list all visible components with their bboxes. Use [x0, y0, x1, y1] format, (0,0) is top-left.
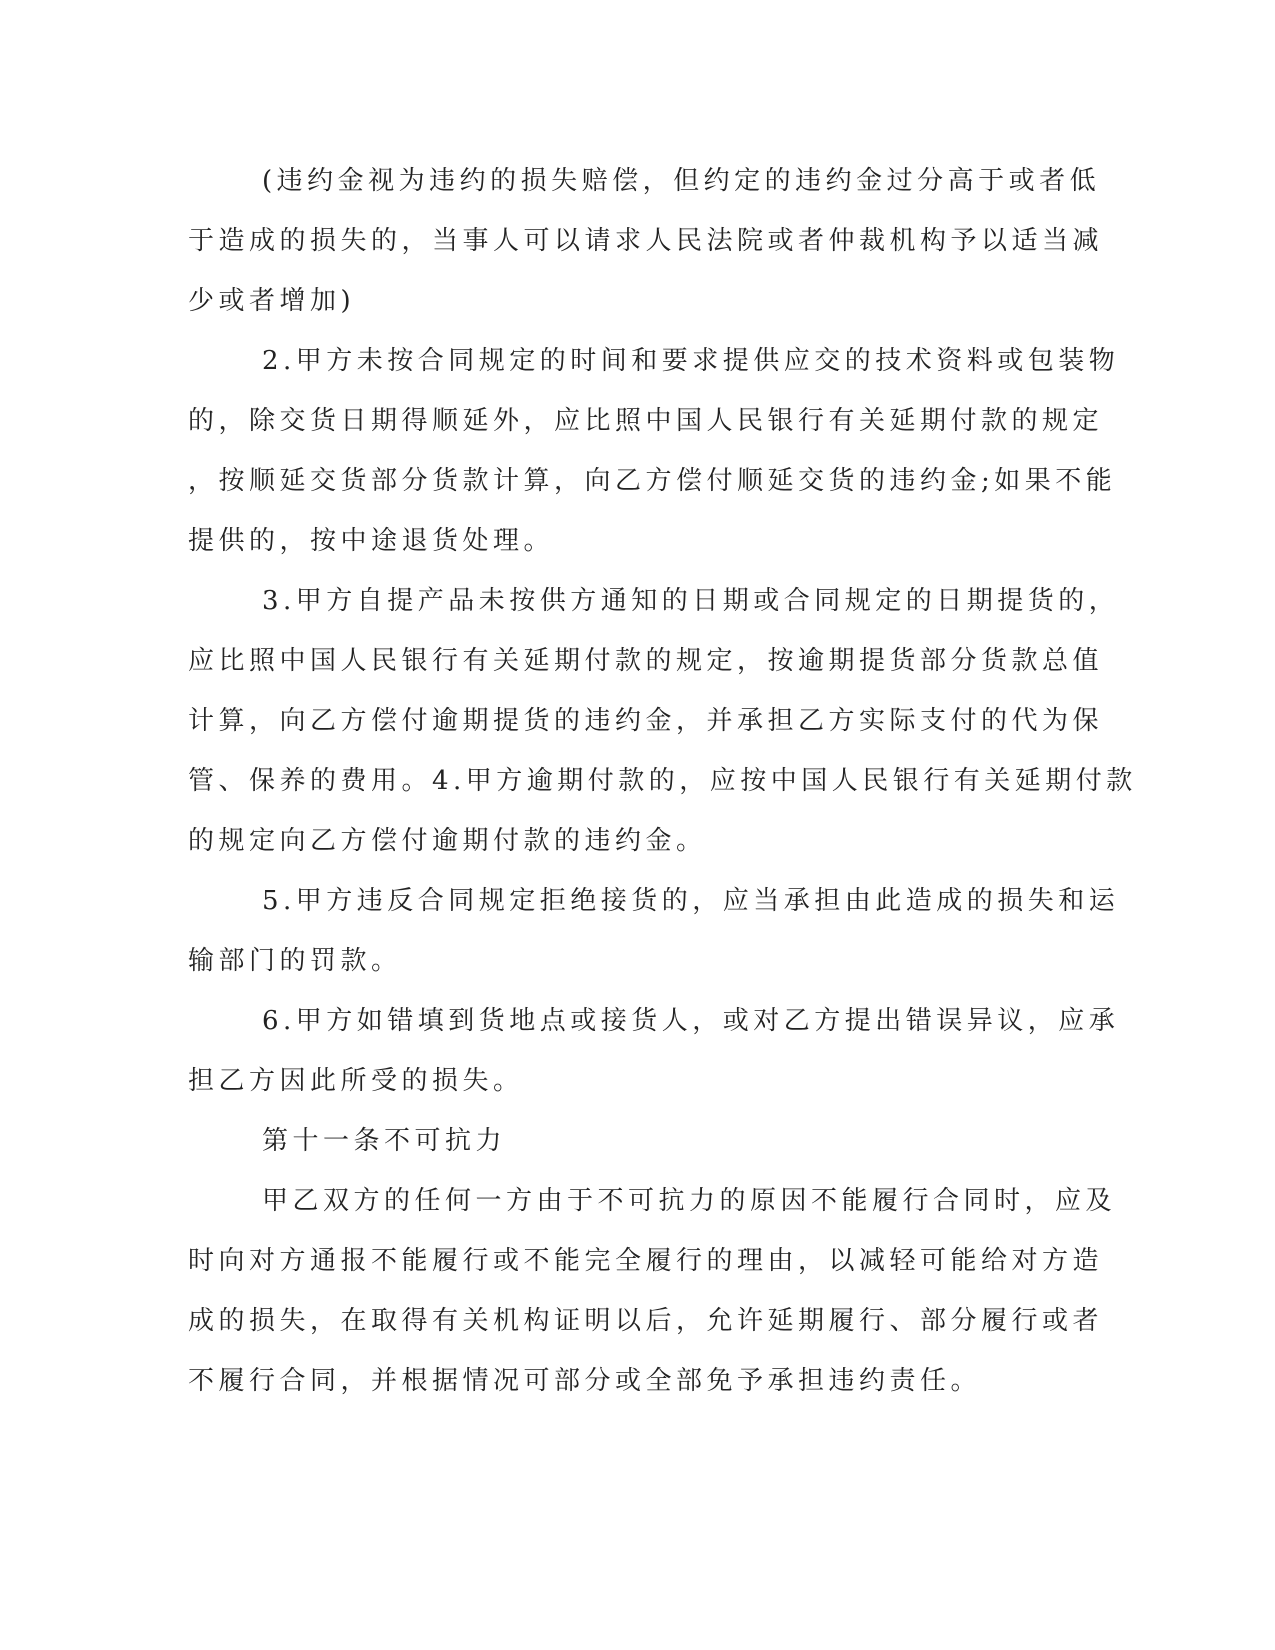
text-line: 的，除交货日期得顺延外，应比照中国人民银行有关延期付款的规定	[188, 406, 1104, 436]
text-line: 管、保养的费用。4.甲方逾期付款的，应按中国人民银行有关延期付款	[188, 766, 1137, 796]
text-line: 的规定向乙方偿付逾期付款的违约金。	[188, 826, 707, 856]
text-line: 少或者增加)	[188, 286, 356, 316]
text-line: ，按顺延交货部分货款计算，向乙方偿付顺延交货的违约金;如果不能	[188, 466, 1117, 496]
text-line: 时向对方通报不能履行或不能完全履行的理由，以减轻可能给对方造	[188, 1246, 1104, 1276]
text-line: 提供的，按中途退货处理。	[188, 526, 555, 556]
text-line: 于造成的损失的，当事人可以请求人民法院或者仲裁机构予以适当减	[188, 226, 1104, 256]
text-line: 应比照中国人民银行有关延期付款的规定，按逾期提货部分货款总值	[188, 646, 1104, 676]
text-line: 成的损失，在取得有关机构证明以后，允许延期履行、部分履行或者	[188, 1306, 1104, 1336]
text-line: 不履行合同，并根据情况可部分或全部免予承担违约责任。	[188, 1366, 982, 1396]
text-line: 6.甲方如错填到货地点或接货人，或对乙方提出错误异议，应承	[262, 1006, 1120, 1036]
text-line: 3.甲方自提产品未按供方通知的日期或合同规定的日期提货的，	[262, 586, 1120, 616]
document-body	[188, 151, 1137, 1411]
text-line: 5.甲方违反合同规定拒绝接货的，应当承担由此造成的损失和运	[262, 886, 1120, 916]
text-line: (违约金视为违约的损失赔偿，但约定的违约金过分高于或者低	[262, 166, 1101, 196]
text-line: 2.甲方未按合同规定的时间和要求提供应交的技术资料或包装物	[262, 346, 1120, 376]
section-heading: 第十一条不可抗力	[262, 1126, 507, 1156]
text-line: 计算，向乙方偿付逾期提货的违约金，并承担乙方实际支付的代为保	[188, 706, 1104, 736]
text-line: 甲乙双方的任何一方由于不可抗力的原因不能履行合同时，应及	[262, 1186, 1117, 1216]
text-line: 输部门的罚款。	[188, 946, 402, 976]
text-line: 担乙方因此所受的损失。	[188, 1066, 524, 1096]
